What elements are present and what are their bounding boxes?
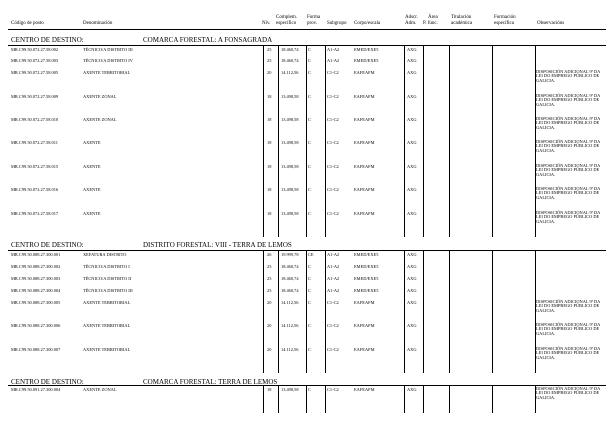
cell-nivel: 25 <box>267 58 272 63</box>
cell-observacions: DISPOSICIÓN ADICIONAL 9ª DA LEI DO EMPREGO PÚBLICO DE GALICIA. <box>536 386 601 400</box>
section-label: CENTRO DE DESTINO: <box>11 378 84 386</box>
cell-observacions: DISPOSICIÓN ADICIONAL 9ª DA LEI DO EMPREGO PÚBLICO DE GALICIA. <box>536 210 601 224</box>
cell-adscr: AXG <box>407 164 417 169</box>
cell-denom: AXENTE TERRITORIAL <box>83 300 131 305</box>
header-forma: Forma <box>307 15 321 20</box>
cell-code: MR.C99.50.072.27.58.011 <box>11 140 58 145</box>
cell-denom: AXENTE <box>83 211 101 216</box>
header-area: Área <box>428 15 438 20</box>
cell-code: MR.C99.50.088.27.300.007 <box>11 347 61 352</box>
cell-complem: 18.460,74 <box>281 58 299 63</box>
cell-nivel: 18 <box>267 211 272 216</box>
table-row <box>0 186 615 200</box>
table-row <box>0 299 615 313</box>
cell-denom: AXENTE <box>83 164 101 169</box>
cell-complem: 13.498,58 <box>281 164 299 169</box>
cell-forma: C <box>308 323 311 328</box>
cell-forma: C <box>308 211 311 216</box>
cell-corpo: EAFEAFM <box>354 94 375 99</box>
cell-corpo: EAFEAFM <box>354 164 375 169</box>
cell-forma: C <box>308 187 311 192</box>
cell-observacions: DISPOSICIÓN ADICIONAL 9ª DA LEI DO EMPREGO PÚBLICO DE GALICIA. <box>536 163 601 177</box>
cell-complem: 13.498,58 <box>281 187 299 192</box>
cell-nivel: 25 <box>267 276 272 281</box>
cell-corpo: EMED/EXE5 <box>354 252 379 257</box>
cell-subgrupo: C1-C2 <box>327 164 339 169</box>
cell-subgrupo: C1-C2 <box>327 70 339 75</box>
section-label: CENTRO DE DESTINO: <box>11 241 84 249</box>
cell-denom: TÉCNICO/A DISTRITO II <box>83 276 132 281</box>
cell-forma: C <box>308 347 311 352</box>
cell-forma: C <box>308 276 311 281</box>
cell-forma: C <box>308 300 311 305</box>
cell-corpo: EMED/EXE5 <box>354 276 379 281</box>
cell-adscr: AXG <box>407 140 417 145</box>
header-prov: prov. <box>307 21 318 26</box>
header-subgrupo: Subgrupo <box>327 21 347 26</box>
cell-corpo: EAFEAFM <box>354 211 375 216</box>
header-formacion: Formación <box>494 15 516 20</box>
cell-denom: AXENTE TERRITORIAL <box>83 70 131 75</box>
cell-denom: XEFATURA DISTRITO <box>83 252 127 257</box>
cell-denom: AXENTE ZONAL <box>83 94 117 99</box>
cell-adscr: AXG <box>407 323 417 328</box>
cell-observacions: DISPOSICIÓN ADICIONAL 9ª DA LEI DO EMPREGO PÚBLICO DE GALICIA. <box>536 186 601 200</box>
cell-subgrupo: C1-C2 <box>327 347 339 352</box>
cell-nivel: 25 <box>267 47 272 52</box>
cell-nivel: 18 <box>267 387 272 392</box>
cell-complem: 13.498,58 <box>281 387 299 392</box>
cell-denom: TÉCNICO/A DISTRITO III <box>83 288 133 293</box>
cell-corpo: EMED/EXE5 <box>354 264 379 269</box>
cell-subgrupo: A1-A2 <box>327 276 340 281</box>
cell-nivel: 20 <box>267 347 272 352</box>
table-row <box>0 163 615 177</box>
cell-nivel: 20 <box>267 70 272 75</box>
cell-code: MR.C99.50.072.27.58.017 <box>11 211 59 216</box>
table-row <box>0 386 615 400</box>
cell-code: MR.C99.50.088.27.300.001 <box>11 252 61 257</box>
cell-forma: C <box>308 264 311 269</box>
cell-denom: AXENTE <box>83 187 101 192</box>
cell-complem: 13.498,58 <box>281 117 299 122</box>
cell-subgrupo: C1-C2 <box>327 211 339 216</box>
cell-denom: AXENTE TERRITORIAL <box>83 347 131 352</box>
header-codigo: Código de posto <box>11 21 44 26</box>
cell-adscr: AXG <box>407 347 417 352</box>
cell-complem: 14.112,56 <box>281 70 299 75</box>
table-row <box>0 139 615 153</box>
cell-subgrupo: C1-C2 <box>327 94 339 99</box>
cell-forma: C <box>308 47 311 52</box>
cell-corpo: EAFEAFM <box>354 70 375 75</box>
header-titulacion: Titulación <box>451 15 472 20</box>
cell-adscr: AXG <box>407 70 417 75</box>
row-rule <box>8 250 606 251</box>
table-row <box>0 288 615 296</box>
table-row <box>0 93 615 107</box>
table-row <box>0 264 615 272</box>
cell-forma: C <box>308 70 311 75</box>
cell-subgrupo: A1-A2 <box>327 288 340 293</box>
cell-code: MR.C99.50.072.27.58.005 <box>11 70 59 75</box>
table-row <box>0 58 615 66</box>
table-row <box>0 322 615 336</box>
cell-forma: C <box>308 288 311 293</box>
header-adscr: Adscr. <box>405 15 418 20</box>
cell-complem: 19.999,78 <box>281 252 299 257</box>
cell-adscr: AXG <box>407 387 417 392</box>
cell-observacions: DISPOSICIÓN ADICIONAL 9ª DA LEI DO EMPREGO PÚBLICO DE GALICIA. <box>536 322 601 336</box>
cell-adscr: AXG <box>407 187 417 192</box>
cell-subgrupo: A1-A2 <box>327 47 340 52</box>
header-denominacion: Denominación <box>83 21 113 26</box>
cell-corpo: EMED/EXE5 <box>354 47 379 52</box>
cell-subgrupo: C1-C2 <box>327 117 339 122</box>
cell-observacions: DISPOSICIÓN ADICIONAL 9ª DA LEI DO EMPREGO PÚBLICO DE GALICIA. <box>536 299 601 313</box>
cell-complem: 14.112,56 <box>281 300 299 305</box>
header-academica: académica <box>451 21 473 26</box>
header-adm: Adm. <box>405 21 417 26</box>
table-row <box>0 346 615 360</box>
table-row <box>0 116 615 130</box>
cell-corpo: EAFEAFM <box>354 300 375 305</box>
cell-subgrupo: C1-C2 <box>327 387 339 392</box>
cell-subgrupo: A1-A2 <box>327 252 340 257</box>
table-row <box>0 252 615 260</box>
cell-complem: 13.498,58 <box>281 94 299 99</box>
cell-subgrupo: A1-A2 <box>327 58 340 63</box>
cell-adscr: AXG <box>407 276 417 281</box>
cell-forma: CE <box>308 252 314 257</box>
cell-nivel: 18 <box>267 140 272 145</box>
cell-observacions: DISPOSICIÓN ADICIONAL 9ª DA LEI DO EMPREGO PÚBLICO DE GALICIA. <box>536 69 601 83</box>
table-header <box>0 9 615 31</box>
cell-code: MR.C99.50.072.27.58.015 <box>11 164 59 169</box>
cell-observacions: DISPOSICIÓN ADICIONAL 9ª DA LEI DO EMPREGO PÚBLICO DE GALICIA. <box>536 93 601 107</box>
cell-code: MR.C99.50.072.27.58.002 <box>11 47 59 52</box>
cell-nivel: 25 <box>267 264 272 269</box>
cell-nivel: 18 <box>267 164 272 169</box>
header-especifica: específica <box>494 21 514 26</box>
cell-forma: C <box>308 117 311 122</box>
cell-corpo: EAFEAFM <box>354 140 375 145</box>
cell-subgrupo: C1-C2 <box>327 323 339 328</box>
cell-observacions: DISPOSICIÓN ADICIONAL 9ª DA LEI DO EMPREGO PÚBLICO DE GALICIA. <box>536 116 601 130</box>
cell-adscr: AXG <box>407 117 417 122</box>
header-complem: Complem. <box>276 15 297 20</box>
cell-code: MR.C99.50.072.27.58.010 <box>11 117 59 122</box>
cell-denom: AXENTE ZONAL <box>83 117 117 122</box>
cell-subgrupo: A1-A2 <box>327 264 340 269</box>
cell-denom: TÉCNICO/A DISTRITO III <box>83 47 133 52</box>
cell-corpo: EAFEAFM <box>354 347 375 352</box>
cell-corpo: EAFEAFM <box>354 387 375 392</box>
cell-nivel: 18 <box>267 187 272 192</box>
cell-corpo: EMED/EXE5 <box>354 58 379 63</box>
cell-code: MR.C99.50.072.27.58.003 <box>11 58 59 63</box>
cell-complem: 18.460,74 <box>281 288 299 293</box>
cell-corpo: EAFEAFM <box>354 117 375 122</box>
table-row <box>0 47 615 55</box>
cell-nivel: 18 <box>267 117 272 122</box>
cell-observacions: DISPOSICIÓN ADICIONAL 9ª DA LEI DO EMPREGO PÚBLICO DE GALICIA. <box>536 346 601 360</box>
header-nivel: Nív. <box>262 21 271 26</box>
cell-subgrupo: C1-C2 <box>327 300 339 305</box>
cell-complem: 14.112,56 <box>281 323 299 328</box>
header-p-func: P. func. <box>423 21 438 26</box>
cell-denom: TÉCNICO/A DISTRITO I <box>83 264 130 269</box>
cell-complem: 18.460,74 <box>281 276 299 281</box>
cell-subgrupo: C1-C2 <box>327 187 339 192</box>
cell-complem: 13.498,58 <box>281 211 299 216</box>
cell-denom: TÉCNICO/A DISTRITO IV <box>83 58 133 63</box>
cell-adscr: AXG <box>407 211 417 216</box>
cell-code: MR.C99.50.091.27.300.004 <box>11 387 61 392</box>
cell-forma: C <box>308 140 311 145</box>
cell-adscr: AXG <box>407 58 417 63</box>
cell-forma: C <box>308 164 311 169</box>
cell-subgrupo: C1-C2 <box>327 140 339 145</box>
cell-observacions: DISPOSICIÓN ADICIONAL 9ª DA LEI DO EMPREGO PÚBLICO DE GALICIA. <box>536 139 601 153</box>
cell-code: MR.C99.50.072.27.58.009 <box>11 94 59 99</box>
cell-forma: C <box>308 58 311 63</box>
cell-adscr: AXG <box>407 47 417 52</box>
cell-code: MR.C99.50.088.27.300.006 <box>11 323 61 328</box>
cell-complem: 18.460,74 <box>281 47 299 52</box>
cell-nivel: 18 <box>267 94 272 99</box>
row-rule <box>8 45 606 46</box>
cell-code: MR.C99.50.072.27.58.016 <box>11 187 59 192</box>
cell-complem: 14.112,56 <box>281 347 299 352</box>
cell-forma: C <box>308 94 311 99</box>
section-name: COMARCA FORESTAL: TERRA DE LEMOS <box>143 378 278 386</box>
cell-nivel: 25 <box>267 288 272 293</box>
cell-denom: AXENTE TERRITORIAL <box>83 323 131 328</box>
header-especifico: específico <box>276 21 297 26</box>
cell-complem: 18.460,74 <box>281 264 299 269</box>
table-row <box>0 276 615 284</box>
section-name: COMARCA FORESTAL: A FONSAGRADA <box>143 36 273 44</box>
cell-corpo: EMED/EXE5 <box>354 288 379 293</box>
cell-adscr: AXG <box>407 288 417 293</box>
header-rule <box>8 29 606 30</box>
cell-denom: AXENTE ZONAL <box>83 387 117 392</box>
cell-adscr: AXG <box>407 94 417 99</box>
cell-corpo: EAFEAFM <box>354 323 375 328</box>
cell-nivel: 26 <box>267 252 272 257</box>
table-row <box>0 69 615 83</box>
cell-code: MR.C99.50.088.27.300.002 <box>11 264 61 269</box>
section-label: CENTRO DE DESTINO: <box>11 36 84 44</box>
cell-code: MR.C99.50.088.27.300.005 <box>11 300 61 305</box>
cell-adscr: AXG <box>407 300 417 305</box>
cell-adscr: AXG <box>407 252 417 257</box>
header-observacions: Observacións <box>537 21 565 26</box>
cell-nivel: 20 <box>267 300 272 305</box>
cell-code: MR.C99.50.088.27.300.004 <box>11 288 61 293</box>
row-rule <box>8 385 606 386</box>
cell-nivel: 20 <box>267 323 272 328</box>
section-name: DISTRITO FORESTAL: VIII - TERRA DE LEMOS <box>143 241 292 249</box>
cell-denom: AXENTE <box>83 140 101 145</box>
table-row <box>0 210 615 224</box>
cell-complem: 13.498,58 <box>281 140 299 145</box>
cell-corpo: EAFEAFM <box>354 187 375 192</box>
cell-forma: C <box>308 387 311 392</box>
header-corpo: Corpo/escala <box>354 21 381 26</box>
cell-adscr: AXG <box>407 264 417 269</box>
cell-code: MR.C99.50.088.27.300.003 <box>11 276 61 281</box>
